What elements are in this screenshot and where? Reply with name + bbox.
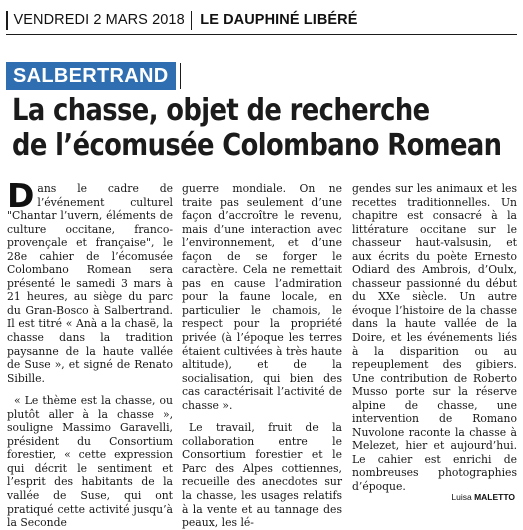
rubric-divider: [180, 63, 182, 89]
paragraph: guerre mondiale. On ne traite pas seulement d’une façon d’accroître le revenu, mais d’une interaction avec l’environnement, et d’une façon de se forger le caractère. Cela ne remettait pas en cause l’admiration pour la faune locale, en particulier le chamois, le respect pour la propriété privée (à l’époque les terres étaient cultivées à très haute altitude), et de la socialisation, qui bien des cas caractérisait l’activité de chasse ».: [182, 182, 342, 412]
article-column-2: [182, 182, 342, 530]
section-rubric: [6, 62, 181, 90]
paragraph: [7, 176, 173, 385]
author-first-name: Luisa: [451, 492, 472, 502]
header-rule: [6, 11, 8, 30]
paragraph: gendes sur les animaux et les recettes traditionnelles. Un chapitre est consacré à la littérature occitane sur le chasseur haut-valsusin, et aux écrits du poète Ernesto Odiard des Ambrois, d’Oulx, chasseur passionné du début du XXe siècle. Un autre évoque l’histoire de la chasse dans la haute vallée de la Doire, et les événements liés à la disparition ou au repeuplement des gibiers. Une contribution de Roberto Musso porte sur la réserve alpine de chasse, une intervention de Romano Nuvolone raconte la chasse à Melezet, hier et aujourd’hui. Le cahier est enrichi de nombreuses photographies d’époque.: [352, 182, 517, 494]
paragraph: Le travail, fruit de la collaboration entre le Consortium forestier et le Parc des Alpes cottiennes, recueille des anecdotes sur la chasse, les usages relatifs à la vente et au tannage des peaux, les lé-: [182, 421, 342, 530]
article-column-1: [7, 176, 173, 530]
headline-line-2: de l’écomusée Colombano Romean: [12, 128, 502, 163]
issue-date: VENDREDI 2 MARS 2018: [13, 12, 185, 28]
article-headline: [12, 93, 502, 163]
page-header: [6, 6, 517, 35]
header-divider: [191, 11, 193, 30]
paragraph: « Le thème est la chasse, ou plutôt aller à la chasse », souligne Massimo Garavelli, président du Consortium forestier, « cette expression qui décrit le sentiment et l’esprit des habitants de la vallée de Suse, qui ont pratiqué cette activité jusqu’à la Seconde: [7, 394, 173, 530]
headline-line-1: La chasse, objet de recherche: [12, 93, 430, 128]
article-column-3: [352, 182, 517, 494]
author-surname: MALETTO: [474, 492, 515, 502]
newspaper-name: LE DAUPHINÉ LIBÉRÉ: [200, 12, 358, 28]
drop-cap: D: [7, 176, 35, 215]
author-byline: [451, 492, 515, 502]
paragraph-text: ans le cadre de l’événement culturel "Chantar l’uvern, éléments de culture occitane, franco-provençale et française", le 28e cahier de l’écomusée Colombano Romean sera présenté le samedi 3 mars à 21 heures, au siège du parc du Gran-Bosco à Salbertrand. Il est titré « Anà a la chasë, la chasse dans la tradition paysanne de la haute vallée de Suse », et signé de Renato Sibille.: [7, 182, 173, 385]
rubric-label: SALBERTRAND: [6, 62, 176, 90]
